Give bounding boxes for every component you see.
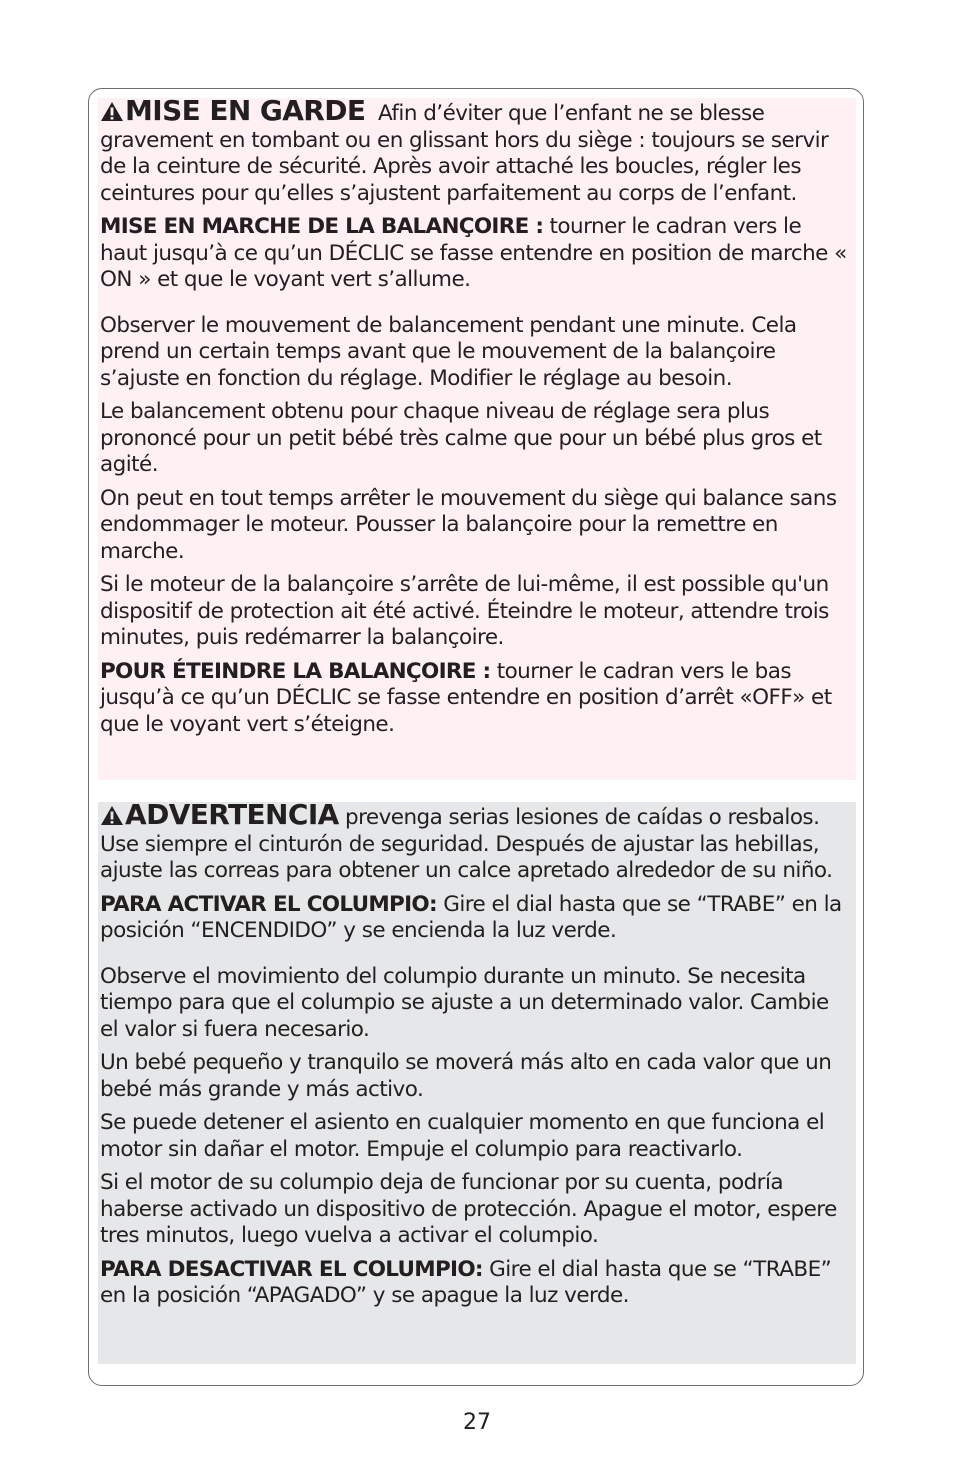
- spanish-start-paragraph: [100, 892, 850, 945]
- spanish-motor-paragraph: Si el motor de su columpio deja de funcionar por su cuenta, podría haberse activado un dispositivo de protección. Apague el motor, espere tres minutos, luego vuelva a activar el columpio.: [100, 1170, 837, 1248]
- page-number: 27: [463, 1410, 491, 1435]
- warning-triangle-icon: [100, 101, 124, 122]
- spanish-start-text: Gire el dial hasta que se “TRABE” en la posición “ENCENDIDO” y se encienda la luz verde.: [100, 891, 842, 943]
- french-start-paragraph: [100, 214, 850, 294]
- french-stop-paragraph: On peut en tout temps arrêter le mouvement du siège qui balance sans endommager le moteur. Pousser la balançoire pour la remettre en marche.: [100, 485, 837, 564]
- spanish-instructions-panel: [98, 798, 856, 1364]
- spanish-motion-paragraph: Un bebé pequeño y tranquilo se moverá más alto en cada valor que un bebé más grande y más activo.: [100, 1050, 832, 1102]
- spanish-off-paragraph: [100, 1257, 850, 1310]
- french-warning-heading: MISE EN GARDE: [100, 94, 365, 127]
- warning-triangle-icon: [100, 805, 124, 826]
- french-observe-paragraph: Observer le mouvement de balancement pendant une minute. Cela prend un certain temps avant que le mouvement de la balançoire s’ajuste en fonction du réglage. Modifier le réglage au besoin.: [100, 312, 797, 391]
- french-off-text: tourner le cadran vers le bas jusqu’à ce qu’un DÉCLIC se fasse entendre en position d’arrêt «OFF» et que le voyant vert s’éteigne.: [100, 658, 832, 737]
- french-motor-paragraph: Si le moteur de la balançoire s’arrête de lui-même, il est possible qu'un dispositif de protection ait été activé. Éteindre le moteur, attendre trois minutes, puis redémarrer la balançoire.: [100, 572, 829, 650]
- spanish-observe-paragraph: Observe el movimiento del columpio durante un minuto. Se necesita tiempo para que el columpio se ajuste a un determinado valor. Cambie el valor si fuera necesario.: [100, 963, 829, 1042]
- french-start-label: MISE EN MARCHE DE LA BALANÇOIRE :: [100, 214, 544, 239]
- spanish-warning-paragraph: [100, 798, 850, 885]
- spanish-warning-heading: ADVERTENCIA: [100, 798, 339, 831]
- french-motion-paragraph: Le balancement obtenu pour chaque niveau de réglage sera plus prononcé pour un petit bébé très calme que pour un bébé plus gros et agité.: [100, 399, 822, 477]
- spanish-off-text: Gire el dial hasta que se “TRABE” en la posición “APAGADO” y se apague la luz verde.: [100, 1256, 832, 1308]
- french-off-label: POUR ÉTEINDRE LA BALANÇOIRE :: [100, 658, 491, 684]
- spanish-stop-paragraph: Se puede detener el asiento en cualquier momento en que funciona el motor sin dañar el motor. Empuje el columpio para reactivarlo.: [100, 1110, 825, 1162]
- spanish-off-label: PARA DESACTIVAR EL COLUMPIO:: [100, 1256, 483, 1282]
- french-start-text: tourner le cadran vers le haut jusqu’à ce qu’un DÉCLIC se fasse entendre en position de marche « ON » et que le voyant vert s’allume.: [100, 214, 847, 292]
- french-off-paragraph: [100, 659, 850, 739]
- french-instructions-panel: [98, 94, 856, 780]
- french-warning-paragraph: [100, 94, 850, 207]
- french-warning-text: Afin d’éviter que l’enfant ne se blesse gravement en tombant ou en glissant hors du siège : toujours se servir de la ceinture de sécurité. Après avoir attaché les boucles, régler les ceintures pour qu’elles s’ajustent parfaitement au corps de l’enfant.: [100, 101, 829, 206]
- spanish-start-label: PARA ACTIVAR EL COLUMPIO:: [100, 891, 437, 917]
- spanish-warning-text: prevenga serias lesiones de caídas o resbalos. Use siempre el cinturón de seguridad. Después de ajustar las hebillas, ajuste las correas para obtener un calce apretado alrededor de su niño.: [100, 805, 833, 883]
